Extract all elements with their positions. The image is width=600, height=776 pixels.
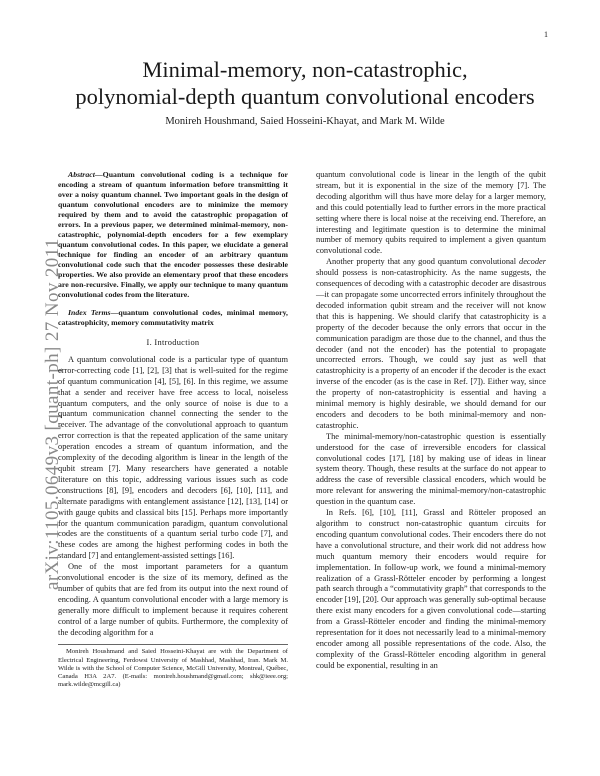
right-paragraph-2 xyxy=(316,257,546,432)
right-paragraph-2-rest: should possess is non-catastrophicity. As the name suggests, the consequences of decoding with a catastrophic decoder are disastrous—it can propagate some uncorrected errors infinitely throughout the decoded information qubit stream and the receiver will not know that this is happening. We should clarify that catastrophicity is a property of the decoder because the only errors that occur in the communication paradigm are those due to the channel, and thus the decoder (and not the encoder) has the potential to propagate uncorrected errors. Though, we could say just as well that catastrophicity is a property of an encoder if the decoder is the exact inverse of the encoder (as is the case in Ref. [7]). Either way, since the property of non-catastrophicity is essential and having a minimal memory is highly desirable, we should demand for our encoders and decoders to be both minimal-memory and non-catastrophic. xyxy=(316,268,546,430)
abstract-lead: Abstract xyxy=(68,170,95,179)
author-list: Monireh Houshmand, Saied Hosseini-Khayat, and Mark M. Wilde xyxy=(165,116,445,127)
intro-paragraph-2: One of the most important parameters for a quantum convolutional encoder is the size of its memory, defined as the number of qubits that are fed from its output into the next round of encoding. A quantum convolutional encoder with a large memory is generally more difficult to implement because it requires coherent control of a large number of qubits. Furthermore, the complexity of the decoding algorithm for a xyxy=(58,562,288,637)
index-terms xyxy=(58,308,288,328)
index-terms-lead: Index Terms xyxy=(68,308,111,317)
right-paragraph-3: The minimal-memory/non-catastrophic question is essentially understood for the case of irreversible encoders for classical convolutional codes [17], [18] by making use of ideas in linear system theory. Though, these results at the surface do not appear to address the case of reversible classical encoders, which would be more relevant for answering the minimal-memory/non-catastrophic question in the quantum case. xyxy=(316,431,546,507)
title-line-2: polynomial-depth quantum convolutional encoders xyxy=(75,84,535,109)
section-heading: I. Introduction xyxy=(146,338,200,347)
title-line-1: Minimal-memory, non-catastrophic, xyxy=(142,57,468,82)
index-terms-text: —quantum convolutional codes, minimal memory, catastrophicity, memory commutativity matrix xyxy=(58,308,288,327)
arxiv-stamp: arXiv:1105.0649v3 [quant-ph] 27 Nov 2011 xyxy=(42,238,63,590)
right-paragraph-2-start: Another property that any good quantum convolutional xyxy=(326,257,520,267)
right-column xyxy=(316,170,546,672)
right-paragraph-4: In Refs. [6], [10], [11], Grassl and Rötteler proposed an algorithm to construct non-catastrophic quantum circuits for encoding quantum convolutional codes. Their encoders there do not have a convolutional structure, and their work did not address how much quantum memory their encoders would require for implementation. In follow-up work, we found a minimal-memory realization of a Grassl-Rötteler encoder by performing a longest path search through a “commutativity graph” that corresponds to the encoder [19], [20]. Our approach was generally sub-optimal because there exist many encoders for a given convolutional code—starting from a Grassl-Rötteler encoder and finding the minimal-memory representation for it does not necessarily lead to a minimal-memory encoder among all possible representations of the code. Also, the complexity of the Grassl-Rötteler encoding algorithm in general could be exponential, resulting in an xyxy=(316,508,546,670)
intro-paragraph-1: A quantum convolutional code is a particular type of quantum error-correcting code [1], [2], [3] that is well-suited for the regime of quantum communication [4], [5], [6]. In this regime, we assume that a sender and receiver have free access to local, noiseless quantum computers, and the only source of noise is due to a quantum communication channel connecting the sender to the receiver. The advantage of the convolutional approach to quantum error correction is that the repeated application of the same unitary operation encodes a stream of quantum information, and the complexity of the decoding algorithm is linear in the length of the qubit stream [7]. Many researchers have generated a notable literature on this topic, addressing various issues such as code constructions [8], [9], encoders and decoders [6], [10], [11], and alternate paradigms with entanglement assistance [12], [13], [14] or with gauge qubits and classical bits [15]. Perhaps more importantly for the quantum communication paradigm, quantum convolutional codes are the constituents of a quantum serial turbo code [7], and these codes are among the highest performing codes in both the standard [7] and entanglement-assisted settings [16]. xyxy=(58,354,288,561)
footnote xyxy=(58,644,288,689)
left-column xyxy=(58,170,288,689)
footnote-text: Monireh Houshmand and Saied Hosseini-Khayat are with the Department of Electrical Engineering, Ferdowsi University of Mashhad, Mashhad, Iran. Mark M. Wilde is with the School of Computer Science, McGill University, Montreal, Québec, Canada H3A 2A7. (E-mails: monireh.houshmand@gmail.com; shk@ieee.org; mark.wilde@mcgill.ca) xyxy=(58,648,288,689)
page-number: 1 xyxy=(544,30,548,39)
right-paragraph-1: quantum convolutional code is linear in the length of the qubit stream, but it is exponential in the size of the memory [7]. The decoding algorithm will thus have more delay for a larger memory, and this could potentially lead to further errors in the more practical setting where there is local noise at the receiving end. Therefore, an interesting and legitimate question is to determine the minimal number of memory qubits required to implement a given quantum convolutional code. xyxy=(316,170,546,256)
paper-title xyxy=(70,56,540,110)
decoder-emphasis: decoder xyxy=(519,257,546,267)
abstract-text: —Quantum convolutional coding is a technique for encoding a stream of quantum information before transmitting it over a noisy quantum channel. Two important goals in the design of quantum convolutional encoders are to minimize the memory required by them and to avoid the catastrophic propagation of errors. In a previous paper, we determined minimal-memory, non-catastrophic, polynomial-depth encoders for a few exemplary quantum convolutional codes. In this paper, we elucidate a general technique for finding an encoder of an arbitrary quantum convolutional code such that the encoder possesses these desirable properties. We also provide an elementary proof that these encoders are non-recursive. Finally, we apply our technique to many quantum convolutional codes from the literature. xyxy=(58,170,288,299)
abstract xyxy=(58,170,288,300)
